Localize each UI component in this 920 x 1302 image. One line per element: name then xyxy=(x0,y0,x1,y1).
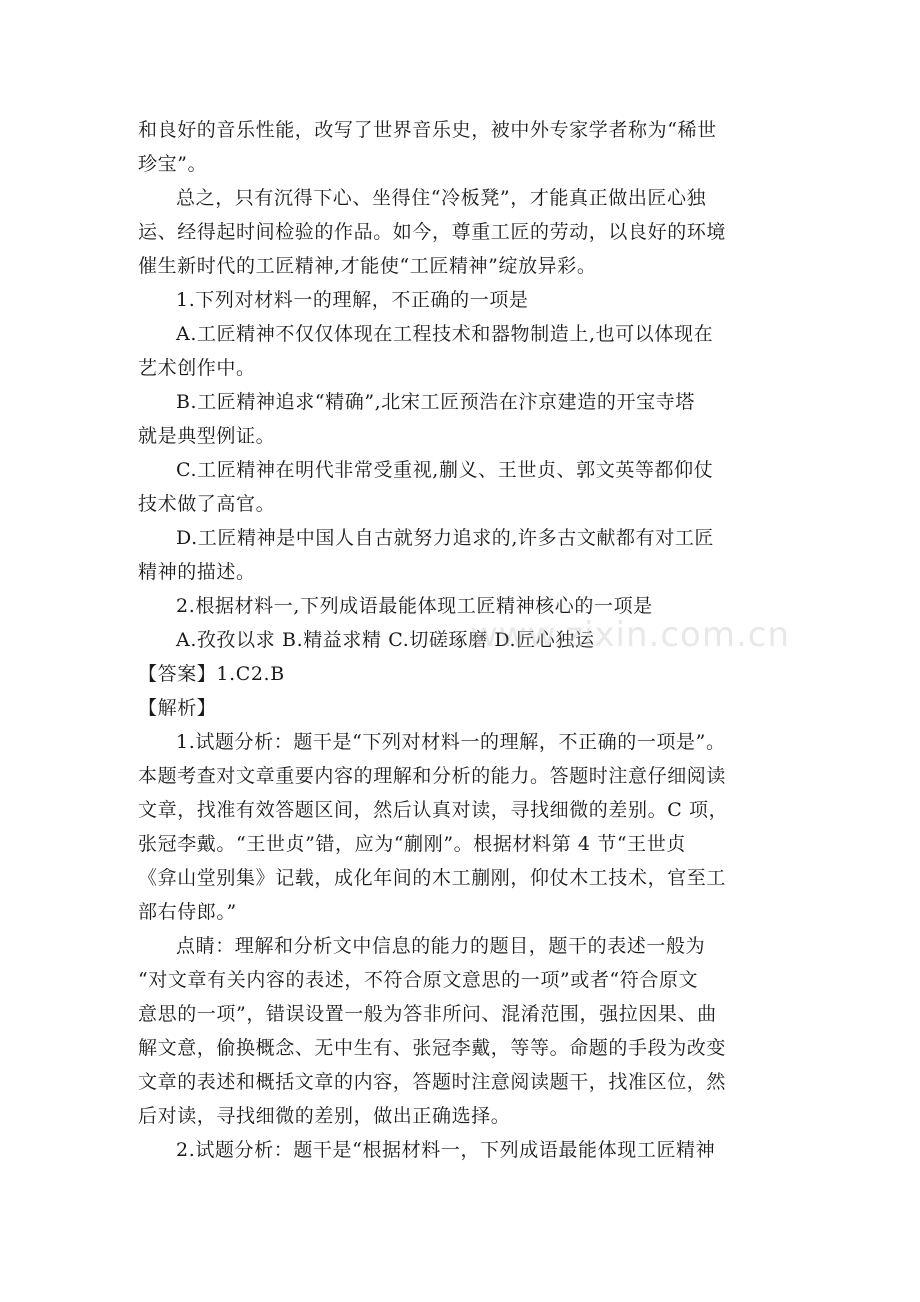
question-1-option-d: D.工匠精神是中国人自古就努力追求的,许多古文献都有对工匠 xyxy=(176,527,715,549)
text-line: 文章的表述和概括文章的内容，答题时注意阅读题干，找准区位，然 xyxy=(138,1071,727,1093)
analysis-heading: 【解析】 xyxy=(138,697,217,719)
text-line: “对文章有关内容的表述，不符合原文意思的一项”或者“符合原文 xyxy=(138,969,699,991)
text-line: 文章，找准有效答题区间，然后认真对读，寻找细微的差别。C 项， xyxy=(138,799,729,821)
answer-line: 【答案】1.C2.B xyxy=(138,663,285,685)
text-line: 张冠李戴。“王世贞”错，应为“蒯刚”。根据材料第 4 节“王世贞 xyxy=(138,833,686,855)
question-1-option-a: A.工匠精神不仅仅体现在工程技术和器物制造上,也可以体现在 xyxy=(176,323,714,345)
text-line: 技术做了高官。 xyxy=(138,493,276,515)
text-line: 催生新时代的工匠精神,才能使“工匠精神”绽放异彩。 xyxy=(138,255,597,277)
note-paragraph-conclusion: 总之，只有沉得下心、坐得住“冷板凳”，才能真正做出匠心独 xyxy=(176,187,707,209)
question-1-option-b: B.工匠精神追求“精确”,北宋工匠预浩在汴京建造的开宝寺塔 xyxy=(176,391,695,413)
text-line: 后对读，寻找细微的差别，做出正确选择。 xyxy=(138,1105,511,1127)
analysis-tip: 点睛：理解和分析文中信息的能力的题目，题干的表述一般为 xyxy=(176,935,706,957)
text-line: 意思的一项”，错误设置一般为答非所问、混淆范围，强拉因果、曲 xyxy=(138,1003,717,1025)
text-line: 珍宝”。 xyxy=(138,153,208,175)
question-2-stem: 2.根据材料一,下列成语最能体现工匠精神核心的一项是 xyxy=(176,595,653,617)
text-line: 运、经得起时间检验的作品。如今，尊重工匠的劳动，以良好的环境 xyxy=(138,221,727,243)
analysis-2: 2.试题分析：题干是“根据材料一，下列成语最能体现工匠精神 xyxy=(176,1139,716,1161)
text-line: 本题考查对文章重要内容的理解和分析的能力。答题时注意仔细阅读 xyxy=(138,765,727,787)
text-line: 就是典型例证。 xyxy=(138,425,276,447)
question-2-options: A.孜孜以求 B.精益求精 C.切磋琢磨 D.匠心独运 xyxy=(176,629,595,651)
text-line: 艺术创作中。 xyxy=(138,357,256,379)
text-line: 部右侍郎。” xyxy=(138,901,237,923)
text-line: 解文意，偷换概念、无中生有、张冠李戴，等等。命题的手段为改变 xyxy=(138,1037,727,1059)
question-1-option-c: C.工匠精神在明代非常受重视,蒯义、王世贞、郭文英等都仰仗 xyxy=(176,459,714,481)
question-1-stem: 1.下列对材料一的理解，不正确的一项是 xyxy=(176,289,529,311)
watermark: www.zixin.com.cn xyxy=(470,615,790,655)
document-body xyxy=(138,113,798,1167)
text-line: 《弇山堂别集》记载，成化年间的木工蒯刚，仰仗木工技术，官至工 xyxy=(138,867,727,889)
text-line: 和良好的音乐性能，改写了世界音乐史，被中外专家学者称为“稀世 xyxy=(138,119,717,141)
analysis-1: 1.试题分析：题干是“下列对材料一的理解，不正确的一项是”。 xyxy=(176,731,726,753)
text-line: 精神的描述。 xyxy=(138,561,256,583)
